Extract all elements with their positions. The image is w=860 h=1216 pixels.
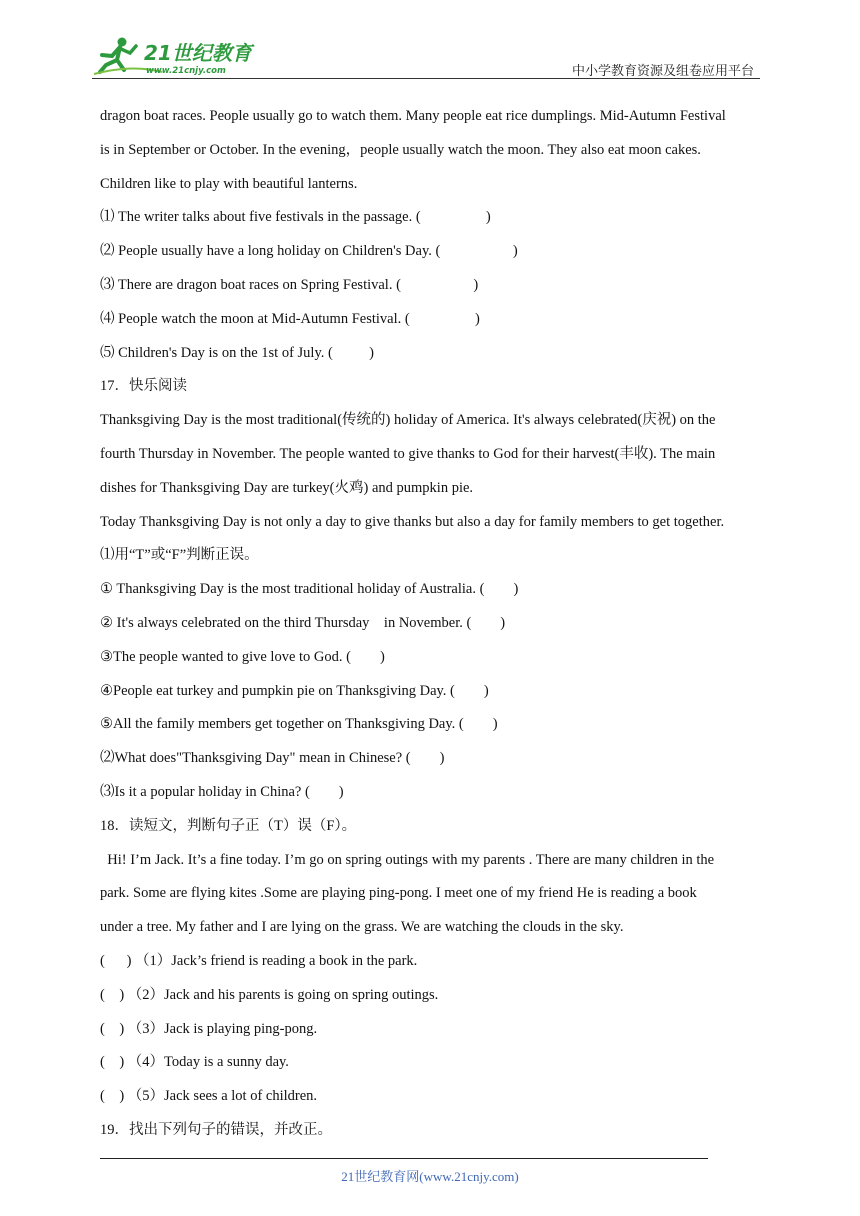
header-divider: [92, 78, 760, 79]
text-line: Children like to play with beautiful lanterns.: [100, 175, 358, 192]
logo-url: www.21cnjy.com: [146, 66, 226, 76]
site-logo: [92, 34, 262, 78]
question-line: ⑶Is it a popular holiday in China? ( ): [100, 783, 344, 800]
section-heading: 18．读短文，判断句子正（T）误（F）。: [100, 817, 357, 834]
section-heading: 19．找出下列句子的错误，并改正。: [100, 1121, 332, 1138]
question-line: ( ) （2）Jack and his parents is going on spring outings.: [100, 986, 439, 1003]
question-line: ( ) （1）Jack’s friend is reading a book in the park.: [100, 952, 418, 969]
question-line: ⑤All the family members get together on Thanksgiving Day. ( ): [100, 716, 498, 733]
question-line: ( ) （3）Jack is playing ping-pong.: [100, 1020, 318, 1037]
text-line: under a tree. My father and I are lying on the grass. We are watching the clouds in the sky.: [100, 919, 624, 936]
instruction-line: ⑴用“T”或“F”判断正误。: [100, 547, 259, 564]
question-line: ( ) （5）Jack sees a lot of children.: [100, 1088, 318, 1105]
question-line: ( ) （4）Today is a sunny day.: [100, 1054, 289, 1071]
question-line: ② It's always celebrated on the third Thursday in November. ( ): [100, 614, 506, 631]
text-line: dishes for Thanksgiving Day are turkey(火鸡) and pumpkin pie.: [100, 479, 474, 496]
question-line: ⑸ Children's Day is on the 1st of July. ( ): [100, 344, 374, 361]
text-line: park. Some are flying kites .Some are playing ping-pong. I meet one of my friend He is reading a book: [100, 885, 697, 902]
text-line: dragon boat races. People usually go to watch them. Many people eat rice dumplings. Mid-Autumn Festival: [100, 108, 726, 124]
text-line: fourth Thursday in November. The people wanted to give thanks to God for their harvest(丰收). The main: [100, 445, 716, 462]
question-line: ④People eat turkey and pumpkin pie on Thanksgiving Day. ( ): [100, 682, 489, 699]
question-line: ⑷ People watch the moon at Mid-Autumn Festival. ( ): [100, 310, 480, 327]
header-platform-text: 中小学教育资源及组卷应用平台: [571, 64, 754, 79]
question-line: ③The people wanted to give love to God. ( ): [100, 648, 385, 665]
document-body: [100, 100, 760, 1148]
footer-text: 21世纪教育网(www.21cnjy.com): [341, 1169, 519, 1184]
question-line: ① Thanksgiving Day is the most traditional holiday of Australia. ( ): [100, 581, 519, 598]
question-line: ⑶ There are dragon boat races on Spring Festival. ( ): [100, 276, 479, 293]
logo-title: 21世纪教育: [144, 41, 252, 65]
question-line: ⑵ People usually have a long holiday on Children's Day. ( ): [100, 243, 518, 260]
text-line: Hi! I’m Jack. It’s a fine today. I’m go on spring outings with my parents . There are many children in the: [100, 851, 715, 868]
text-line: Thanksgiving Day is the most traditional(传统的) holiday of America. It's always celebrated(庆祝) on the: [100, 412, 716, 429]
text-line: is in September or October. In the evening，people usually watch the moon. They also eat moon cakes.: [100, 141, 701, 158]
question-line: ⑵What does"Thanksgiving Day" mean in Chinese? ( ): [100, 750, 445, 767]
footer-divider: [100, 1158, 708, 1159]
section-heading: 17．快乐阅读: [100, 378, 187, 395]
question-line: ⑴ The writer talks about five festivals in the passage. ( ): [100, 209, 491, 226]
text-line: Today Thanksgiving Day is not only a day to give thanks but also a day for family members to get together.: [100, 513, 725, 530]
